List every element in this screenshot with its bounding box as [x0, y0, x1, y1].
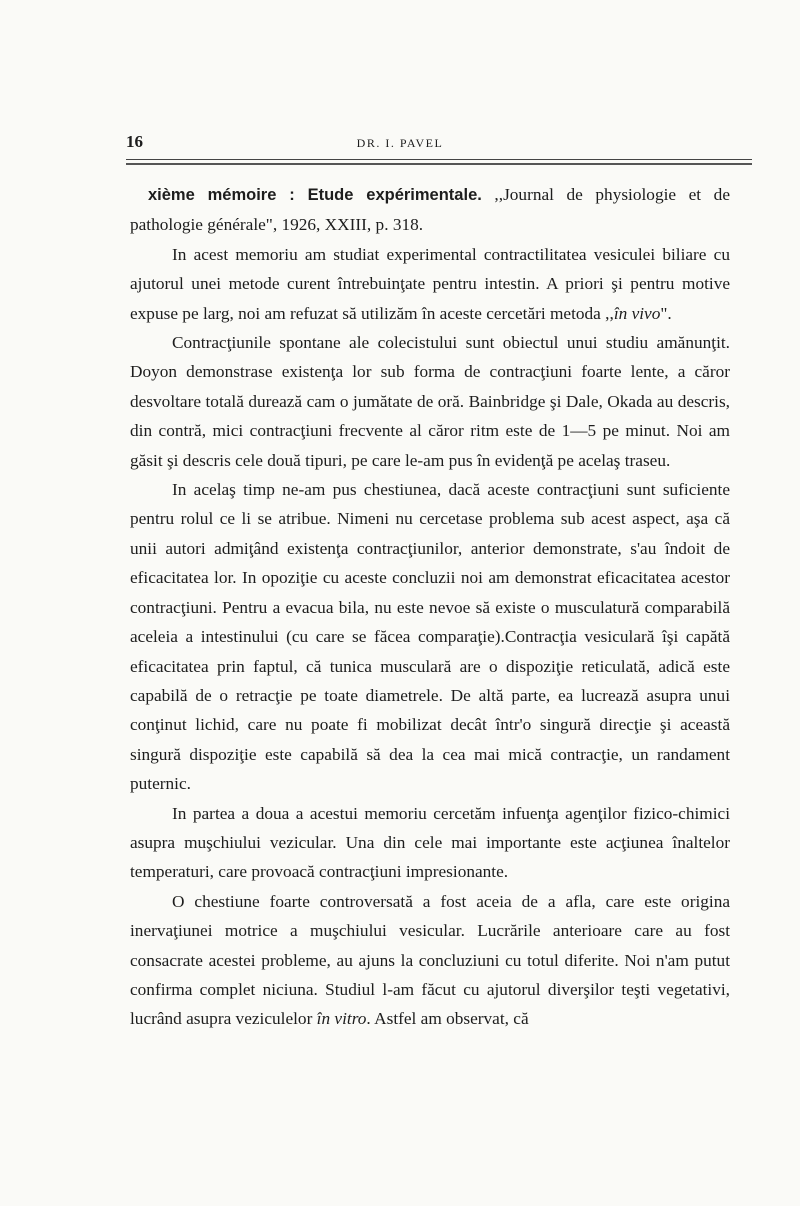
- page-number: 16: [126, 132, 143, 151]
- paragraph: [130, 240, 730, 328]
- paragraph: In partea a doua a acestui memoriu cercetăm infuenţa agenţilor fizico-chimici asupra muşchiului vezicular. Una din cele mai importante este acţiunea înaltelor temperaturi, care provoacă contracţiuni impresionante.: [130, 803, 730, 882]
- paragraph-citation: [130, 180, 730, 240]
- paragraph: [130, 887, 730, 1034]
- memoir-title: xième mémoire : Etude expérimentale.: [148, 186, 482, 204]
- header-rule-thick: [126, 163, 752, 165]
- running-head: DR. I. PAVEL: [356, 136, 444, 150]
- body-text: [130, 180, 730, 1034]
- paragraph-text: . Astfel am observat, că: [366, 1009, 529, 1029]
- paragraph: In acelaş timp ne-am pus chestiunea, dacă aceste contracţiuni sunt suficiente pentru rolul ce li se atribue. Nimeni nu cercetase problema sub acest aspect, aşa că unii autori admiţând existenţa contracţiunilor, anterior demonstrate, s'au îndoit de eficacitatea lor. In opoziţie cu aceste concluzii noi am demonstrat eficacitatea acestor contracţiuni. Pentru a evacua bila, nu este nevoe să existe o musculatură comparabilă aceleia a intestinului (cu care se făcea comparaţie).Contracţia vesiculară îşi capătă eficacitatea prin faptul, că tunica musculară are o dispoziţie reticulată, adică este capabilă de o retracţie pe toate diametrele. De altă parte, ea lucrează asupra unui conţinut lichid, care nu poate fi mobilizat decât într'o singură direcţie şi această singură dispoziţie este capabilă să dea la cea mai mică contracţie, un randament puternic.: [130, 480, 730, 794]
- paragraph-text: O chestiune foarte controversată a fost aceia de a afla, care este origina inervaţiunei motrice a muşchiului vesicular. Lucrările anterioare care au fost consacrate acestei probleme, au ajuns la concluziuni cu totul diferite. Noi n'am putut confirma complet niciuna. Studiul l-am făcut cu ajutorul diverşilor teşti vegetativi, lucrând asupra veziculelor: [130, 891, 730, 1029]
- paragraph-text: In acest memoriu am studiat experimental contractilitatea vesiculei biliare cu ajutorul unei metode curent întrebuinţate pentru intestin. A priori şi pentru motive expuse pe larg, noi am refuzat să utilizăm în aceste cercetări metoda ,,: [130, 244, 730, 323]
- emphasis: în vitro: [316, 1009, 367, 1029]
- header-rule-thin: [126, 159, 752, 160]
- citation-rest: ,,Journal de physiologie et de pathologie générale", 1926, XXIII, p. 318.: [130, 185, 730, 235]
- paragraph-text: ".: [660, 303, 672, 323]
- paragraph: Contracţiunile spontane ale colecistului sunt obiectul unui studiu amănunţit. Doyon demonstrase existenţa lor sub forma de contracţiuni foarte lente, a căror desvoltare totală durează cam o jumătate de oră. Bainbridge şi Dale, Okada au descris, din contră, mici contracţiuni frecvente al căror ritm este de 1—5 pe minut. Noi am găsit şi descris cele două tipuri, pe care le-am pus în evidenţă pe acelaş traseu.: [130, 333, 730, 470]
- emphasis: în vivo: [613, 303, 661, 323]
